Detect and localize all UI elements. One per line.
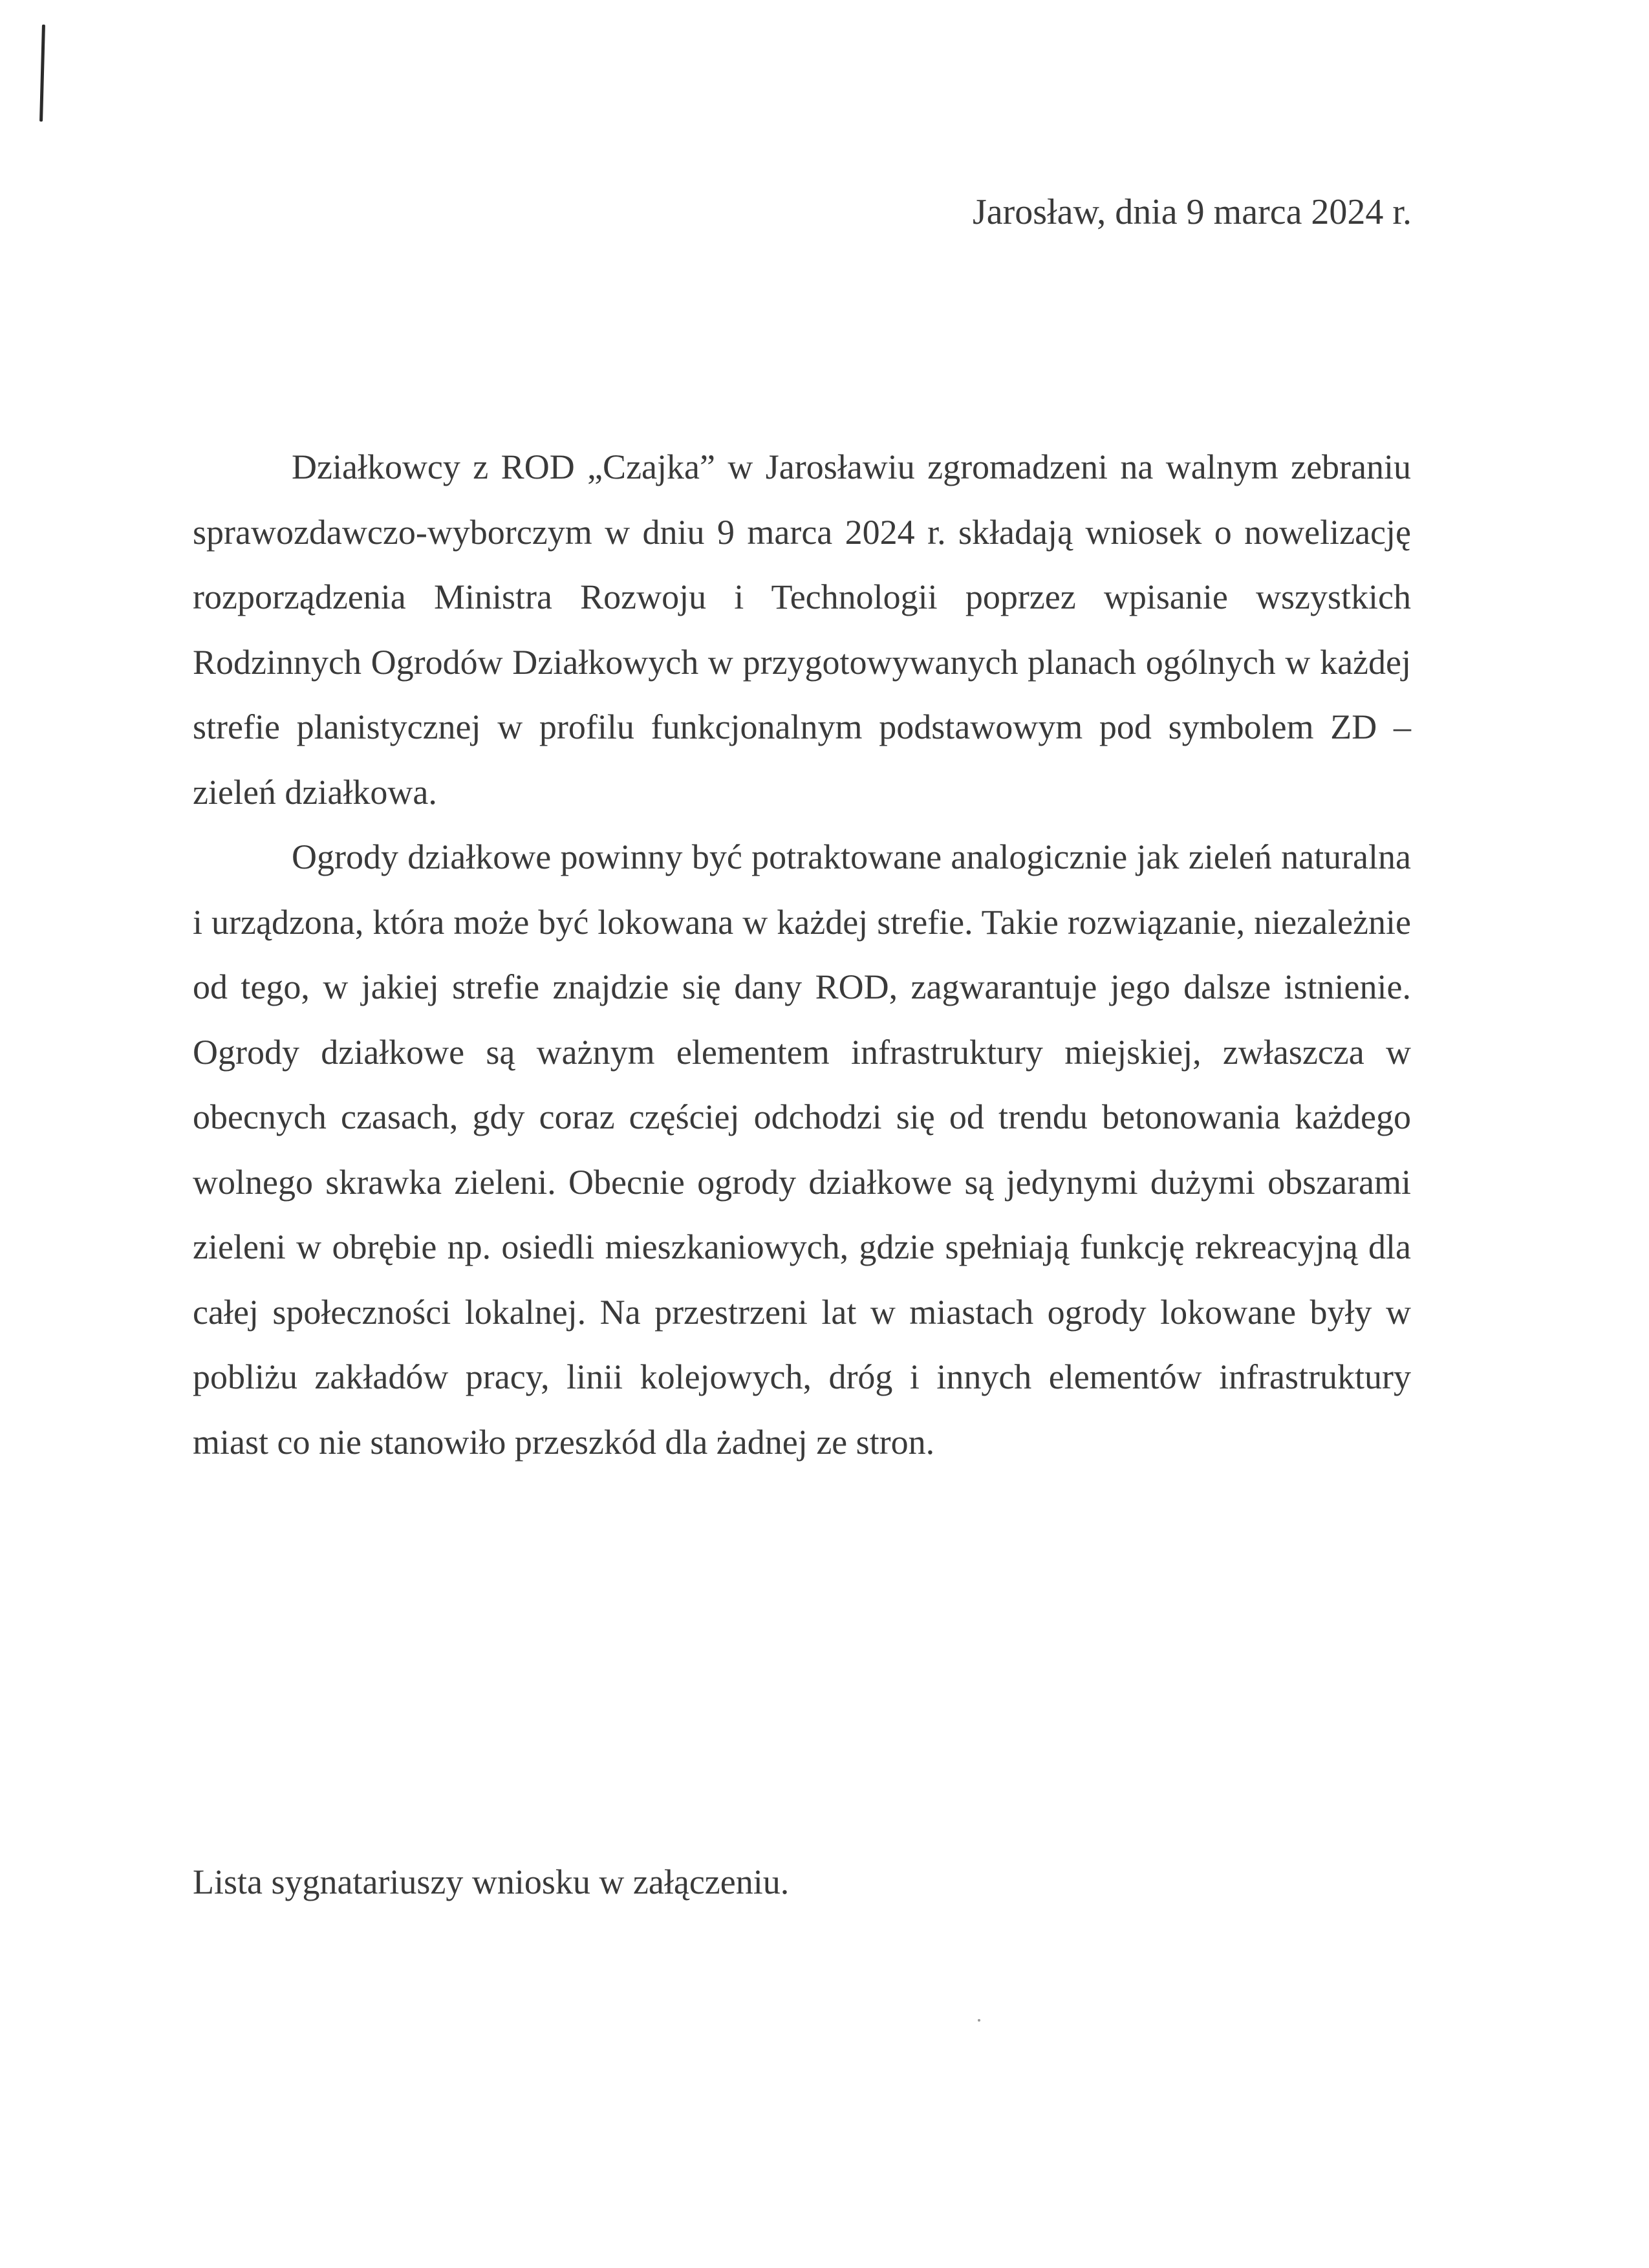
scan-artifact-dot — [978, 2019, 980, 2022]
letter-body — [193, 435, 1411, 1474]
signatories-note: Lista sygnatariuszy wniosku w załączeniu. — [193, 1863, 790, 1901]
paragraph-justification: Ogrody działkowe powinny być potraktowane analogicznie jak zieleń naturalna i urządzona, która może być lokowana w każdej strefie. Takie rozwiązanie, niezależnie od tego, w jakiej strefie znajdzie się dany ROD, zagwarantuje jego dalsze istnienie. Ogrody działkowe są ważnym elementem infrastruktury miejskiej, zwłaszcza w obecnych czasach, gdy coraz częściej odchodzi się od trendu betonowania każdego wolnego skrawka zieleni. Obecnie ogrody działkowe są jedynymi dużymi obszarami zieleni w obrębie np. osiedli mieszkaniowych, gdzie spełniają funkcję rekreacyjną dla całej społeczności lokalnej. Na przestrzeni lat w miastach ogrody lokowane były w pobliżu zakładów pracy, linii kolejowych, dróg i innych elementów infrastruktury miast co nie stanowiło przeszkód dla żadnej ze stron. — [193, 837, 1411, 1462]
scan-artifact-line — [39, 25, 45, 122]
place-and-date: Jarosław, dnia 9 marca 2024 r. — [972, 192, 1412, 232]
paragraph-request: Działkowcy z ROD „Czajka” w Jarosławiu zgromadzeni na walnym zebraniu sprawozdawczo-wyborczym w dniu 9 marca 2024 r. składają wniosek o nowelizację rozporządzenia Ministra Rozwoju i Technologii poprzez wpisanie wszystkich Rodzinnych Ogrodów Działkowych w przygotowywanych planach ogólnych w każdej strefie planistycznej w profilu funkcjonalnym podstawowym pod symbolem ZD – zieleń działkowa. — [193, 448, 1411, 812]
